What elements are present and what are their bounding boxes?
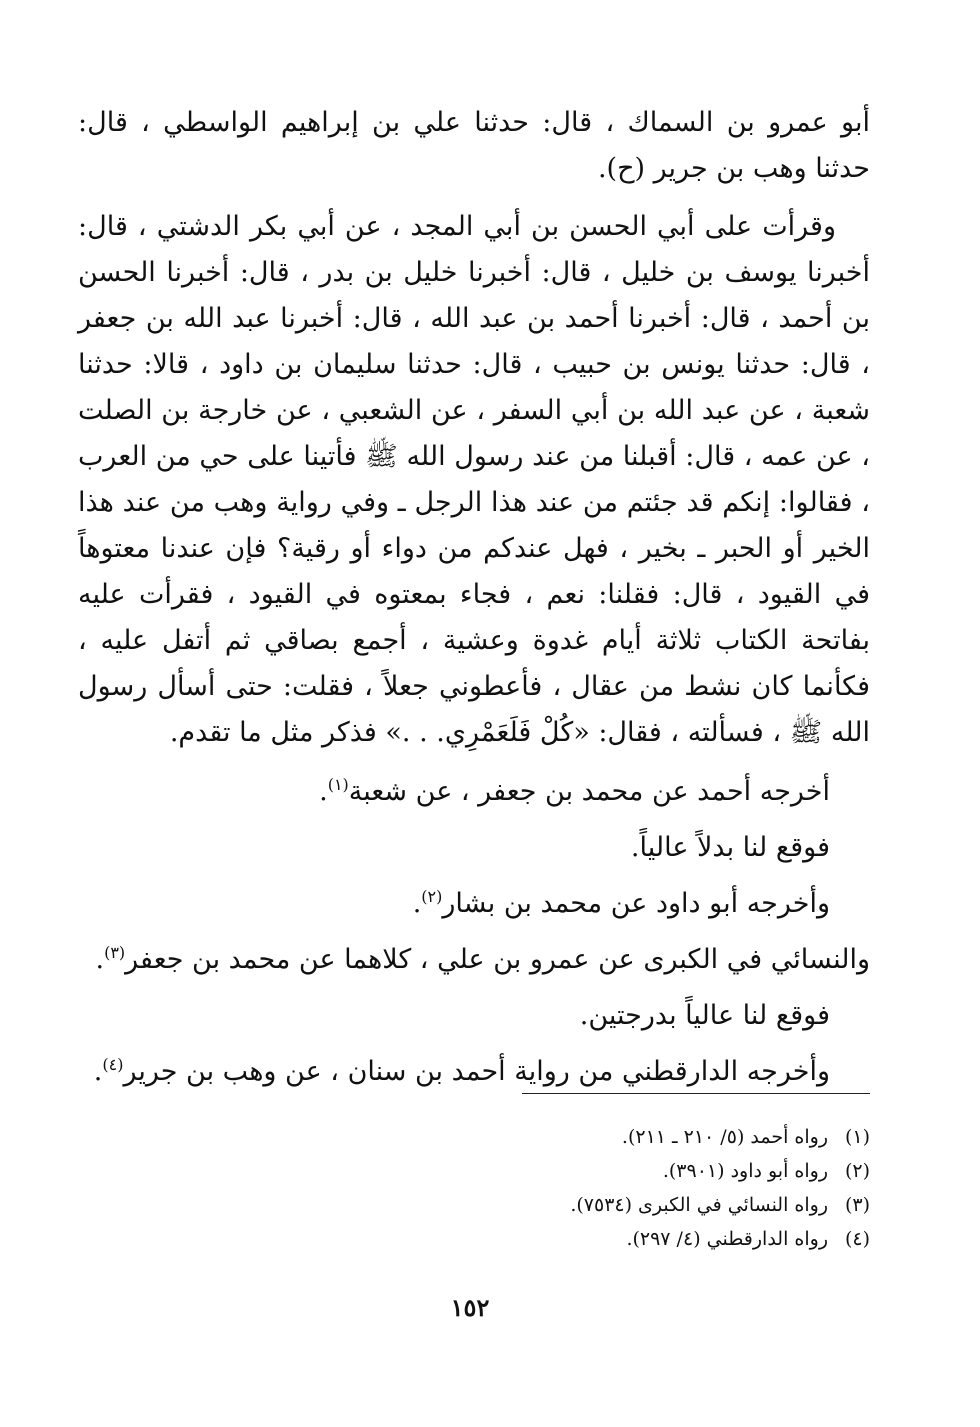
takhrij-end: .	[95, 944, 105, 975]
footnote-number: (١)	[844, 1126, 870, 1148]
takhrij-line	[78, 932, 870, 988]
takhrij-line	[78, 876, 870, 932]
takhrij-line	[78, 1044, 870, 1100]
takhrij-line	[78, 820, 870, 876]
footnote-text: رواه أحمد (٥/ ٢١٠ ـ ٢١١).	[621, 1126, 828, 1148]
footnote-text: رواه النسائي في الكبرى (٧٥٣٤).	[570, 1194, 828, 1216]
takhrij-text: فوقع لنا عالياً بدرجتين.	[579, 1000, 830, 1031]
paragraph-isnad-1: أبو عمرو بن السماك ، قال: حدثنا علي بن إبراهيم الواسطي ، قال: حدثنا وهب بن جرير (ح).	[78, 107, 870, 184]
takhrij-line	[78, 988, 870, 1044]
footnote-number: (٤)	[844, 1228, 870, 1250]
takhrij-text: وأخرجه الدارقطني من رواية أحمد بن سنان ، عن وهب بن جرير	[123, 1056, 830, 1087]
page-number: ١٥٢	[450, 1293, 490, 1322]
footnote-text: رواه أبو داود (٣٩٠١).	[662, 1160, 828, 1182]
footnote-text: رواه الدارقطني (٤/ ٢٩٧).	[626, 1228, 828, 1250]
takhrij-text: والنسائي في الكبرى عن عمرو بن علي ، كلاهما عن محمد بن جعفر	[125, 944, 870, 975]
takhrij-text: فوقع لنا بدلاً عالياً.	[630, 832, 830, 863]
footnote-item	[450, 1154, 870, 1188]
footnote-marker[interactable]: (٤)	[102, 1055, 124, 1074]
footnote-item	[450, 1188, 870, 1222]
footnote-item	[450, 1222, 870, 1256]
takhrij-text: أخرجه أحمد عن محمد بن جعفر ، عن شعبة	[348, 776, 830, 807]
takhrij-text: وأخرجه أبو داود عن محمد بن بشار	[442, 888, 830, 919]
takhrij-end: .	[319, 776, 328, 807]
takhrij-end: .	[93, 1056, 103, 1087]
footnotes-list	[450, 1120, 870, 1256]
footnote-separator	[522, 1093, 870, 1094]
takhrij-end: .	[412, 888, 422, 919]
takhrij-line	[78, 764, 870, 820]
page-body	[78, 100, 870, 1100]
takhrij-list	[78, 764, 870, 1100]
footnote-item	[450, 1120, 870, 1154]
footnote-number: (٣)	[844, 1194, 870, 1216]
footnote-marker[interactable]: (٣)	[104, 943, 126, 962]
footnote-marker[interactable]: (٢)	[421, 887, 443, 906]
paragraph-hadith: وقرأت على أبي الحسن بن أبي المجد ، عن أبي بكر الدشتي ، قال: أخبرنا يوسف بن خليل ، قال: أخبرنا خليل بن بدر ، قال: أخبرنا الحسن بن أحمد ، قال: أخبرنا أحمد بن عبد الله ، قال: أخبرنا عبد الله بن جعفر ، قال: حدثنا يونس بن حبيب ، قال: حدثنا سليمان بن داود ، قالا: حدثنا شعبة ، عن عبد الله بن أبي السفر ، عن الشعبي ، عن خارجة بن الصلت ، عن عمه ، قال: أقبلنا من عند رسول الله ﷺ فأتينا على حي من العرب ، فقالوا: إنكم قد جئتم من عند هذا الرجل ـ وفي رواية وهب من عند هذا الخير أو الحبر ـ بخير ، فهل عندكم من دواء أو رقية؟ فإن عندنا معتوهاً في القيود ، قال: فقلنا: نعم ، فجاء بمعتوه في القيود ، فقرأت عليه بفاتحة الكتاب ثلاثة أيام غدوة وعشية ، أجمع بصاقي ثم أتفل عليه ، فكأنما كان نشط من عقال ، فأعطوني جعلاً ، فقلت: حتى أسأل رسول الله ﷺ ، فسألته ، فقال: «كُلْ فَلَعَمْرِي. . .» فذكر مثل ما تقدم.	[78, 211, 870, 748]
footnote-number: (٢)	[844, 1160, 870, 1182]
footnote-marker[interactable]: (١)	[327, 775, 349, 794]
